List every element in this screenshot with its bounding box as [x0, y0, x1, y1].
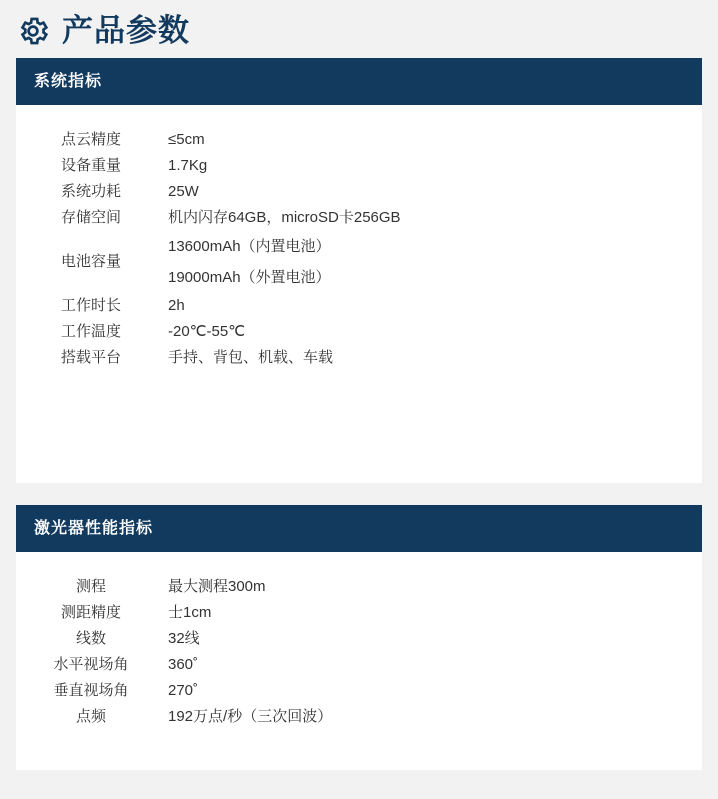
- spec-label: 工作时长: [60, 297, 121, 315]
- spec-label: 测程: [75, 578, 106, 596]
- spec-label: 点云精度: [60, 131, 121, 149]
- gear-icon: [16, 14, 50, 48]
- page-header: [0, 0, 718, 58]
- spec-card-laser: [16, 505, 702, 770]
- spec-card-system: [16, 58, 702, 483]
- card-header-system: 系统指标: [16, 58, 702, 105]
- card-header-laser: 激光器性能指标: [16, 505, 702, 552]
- table-row: [16, 678, 702, 704]
- spec-value: 最大测程300m: [168, 578, 266, 596]
- spec-label: 系统功耗: [60, 183, 121, 201]
- spec-value: 19000mAh（外置电池）: [168, 269, 331, 287]
- spec-value: 2h: [168, 297, 185, 315]
- spec-label: 水平视场角: [53, 656, 129, 674]
- spec-value: 360˚: [168, 656, 199, 674]
- table-row: [16, 600, 702, 626]
- spec-value: ≤5cm: [168, 131, 205, 149]
- spec-value: 192万点/秒（三次回波）: [168, 708, 333, 726]
- spec-label: 设备重量: [60, 157, 121, 175]
- spec-label: 垂直视场角: [53, 682, 129, 700]
- spec-label: 存储空间: [60, 209, 121, 227]
- table-row: [16, 179, 702, 205]
- spec-label: 工作温度: [60, 323, 121, 341]
- table-row: [16, 205, 702, 231]
- spec-value-group: [166, 231, 702, 293]
- table-row: [16, 319, 702, 345]
- table-row: [16, 345, 702, 371]
- spec-value: 13600mAh（内置电池）: [168, 238, 331, 256]
- spec-value: 机内闪存64GB，microSD卡256GB: [168, 209, 401, 227]
- table-row: [16, 231, 702, 293]
- table-row: [16, 652, 702, 678]
- spec-label: 电池容量: [60, 253, 121, 271]
- spec-value: 32线: [168, 630, 200, 648]
- card-body-laser: [16, 552, 702, 770]
- spec-label: 搭载平台: [60, 349, 121, 367]
- spec-label: 线数: [75, 630, 106, 648]
- table-row: [16, 574, 702, 600]
- page-title: 产品参数: [62, 13, 190, 48]
- spec-value: 手持、背包、机载、车载: [168, 349, 334, 367]
- spec-value: 1.7Kg: [168, 157, 208, 175]
- table-row: [16, 153, 702, 179]
- table-row: [16, 626, 702, 652]
- spec-value: 270˚: [168, 682, 199, 700]
- spec-label: 测距精度: [60, 604, 121, 622]
- spec-label: 点频: [75, 708, 106, 726]
- spec-value: -20℃-55℃: [168, 323, 246, 341]
- spec-value: 25W: [168, 183, 199, 201]
- table-row: [16, 704, 702, 730]
- card-body-system: [16, 105, 702, 483]
- table-row: [16, 127, 702, 153]
- spec-value: 士1cm: [168, 604, 212, 622]
- table-row: [16, 293, 702, 319]
